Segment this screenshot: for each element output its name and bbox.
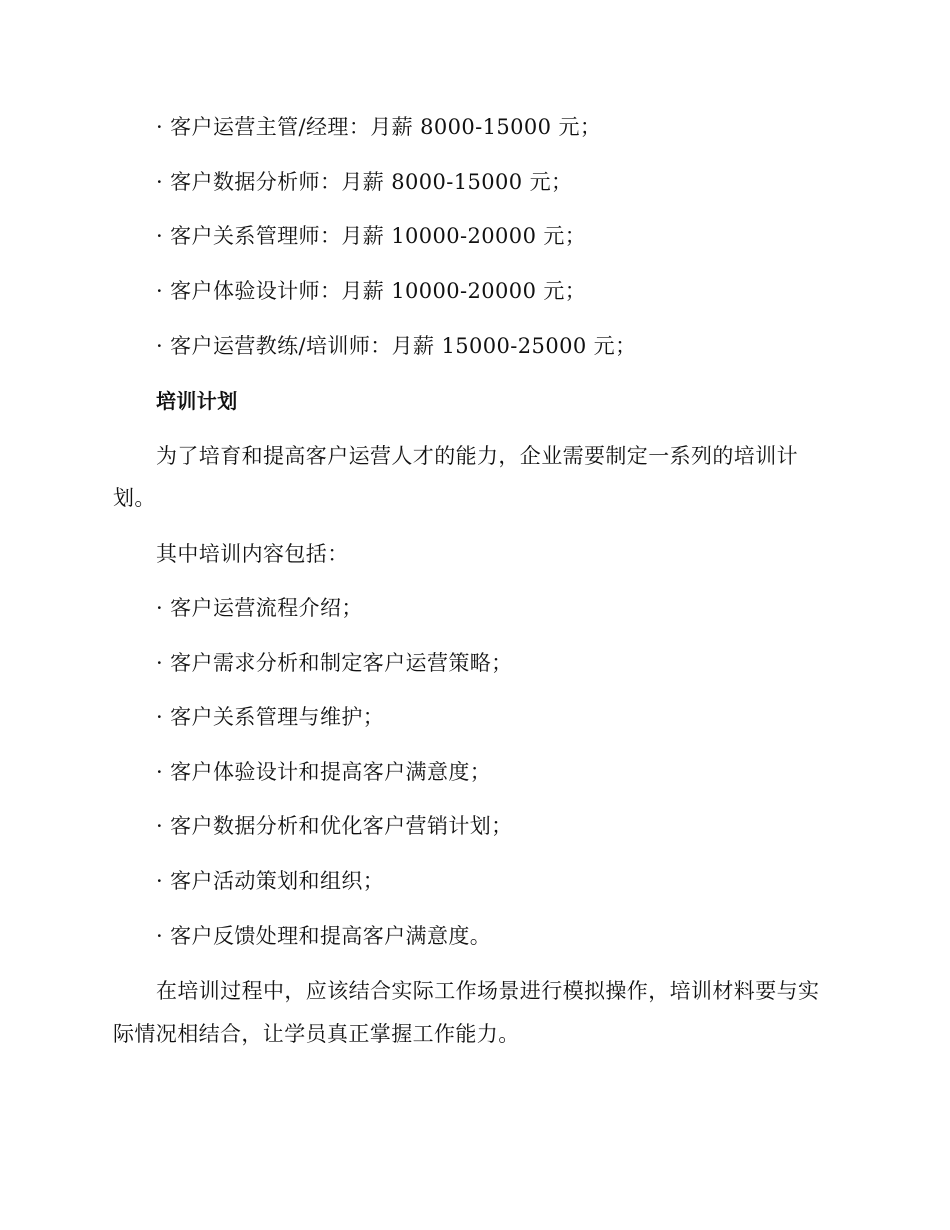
- closing-paragraph-line: 际情况相结合，让学员真正掌握工作能力。: [113, 1022, 520, 1046]
- salary-item: · 客户数据分析师：月薪 8000-15000 元；: [156, 170, 573, 194]
- training-content-item: · 客户关系管理与维护；: [156, 705, 385, 729]
- training-content-item: · 客户运营流程介绍；: [156, 596, 363, 620]
- training-content-item: · 客户反馈处理和提高客户满意度。: [156, 924, 492, 948]
- training-content-item: · 客户数据分析和优化客户营销计划；: [156, 814, 513, 838]
- salary-item: · 客户运营教练/培训师：月薪 15000-25000 元；: [156, 334, 637, 358]
- salary-item: · 客户关系管理师：月薪 10000-20000 元；: [156, 224, 587, 248]
- closing-paragraph-line: 在培训过程中，应该结合实际工作场景进行模拟操作，培训材料要与实: [156, 979, 820, 1003]
- training-content-item: · 客户需求分析和制定客户运营策略；: [156, 651, 513, 675]
- salary-item: · 客户运营主管/经理：月薪 8000-15000 元；: [156, 115, 602, 139]
- training-content-item: · 客户体验设计和提高客户满意度；: [156, 760, 492, 784]
- training-content-item: · 客户活动策划和组织；: [156, 869, 385, 893]
- intro-paragraph-line: 划。: [113, 486, 156, 510]
- content-intro: 其中培训内容包括：: [156, 542, 349, 566]
- intro-paragraph-line: 为了培育和提高客户运营人才的能力，企业需要制定一系列的培训计: [156, 444, 798, 468]
- salary-item: · 客户体验设计师：月薪 10000-20000 元；: [156, 279, 587, 303]
- section-heading: 培训计划: [156, 389, 238, 413]
